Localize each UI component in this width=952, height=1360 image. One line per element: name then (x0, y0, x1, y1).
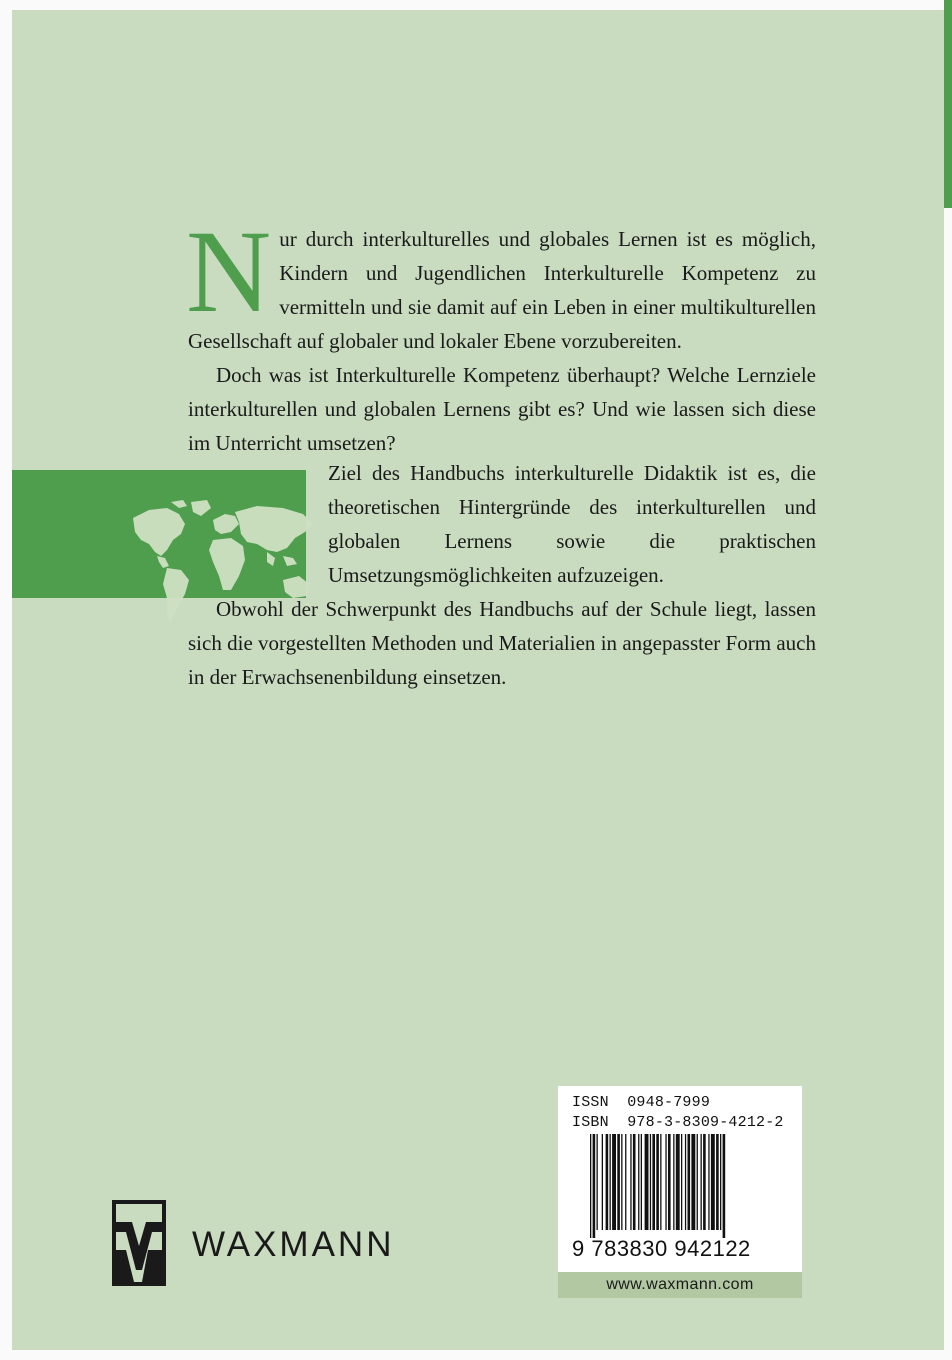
barcode-bar (723, 1134, 726, 1238)
barcode-bar (676, 1134, 680, 1230)
barcode-bar (590, 1134, 591, 1238)
waxmann-logo-icon (112, 1200, 166, 1286)
barcode-bar (602, 1134, 603, 1230)
paragraph-3: Ziel des Handbuchs interkulturelle Didaktik ist es, die theoretischen Hintergründe des interkulturellen und globalen Lernens sowie die praktischen Umsetzungsmöglichkeiten aufzuzeigen. (328, 461, 816, 587)
barcode-bar (681, 1134, 682, 1230)
book-back-cover (12, 10, 944, 1350)
barcode-bar (650, 1134, 651, 1230)
body-lower (328, 456, 816, 592)
barcode-bar (688, 1134, 691, 1230)
barcode-bar (665, 1134, 666, 1230)
barcode-bar (656, 1134, 659, 1230)
paragraph-2: Doch was ist Interkulturelle Kompetenz überhaupt? Welche Lernziele interkulturellen und globalen Lernens gibt es? Und wie lassen sich diese im Unterricht umsetzen? (188, 363, 816, 455)
barcode-bar (630, 1134, 631, 1230)
barcode-bar (711, 1134, 715, 1230)
barcode-bar (641, 1134, 642, 1230)
isbn-line: ISBN 978-3-8309-4212-2 (572, 1114, 784, 1131)
issn-line: ISSN 0948-7999 (572, 1094, 711, 1111)
barcode-bar (606, 1134, 609, 1230)
barcode-bar (720, 1134, 721, 1230)
barcode-bar (621, 1134, 622, 1230)
barcode-bar (625, 1134, 626, 1230)
barcode-bar (612, 1134, 616, 1230)
publisher-name: WAXMANN (192, 1225, 395, 1264)
publisher-url: www.waxmann.com (558, 1272, 802, 1298)
barcode-bar (638, 1134, 639, 1230)
spine-accent (944, 0, 952, 208)
barcode-bar (633, 1134, 636, 1230)
barcode-bar (652, 1134, 655, 1230)
barcode-bar (597, 1134, 598, 1230)
barcode-digits: 9 783830 942122 (572, 1236, 751, 1261)
barcode-bar (610, 1134, 611, 1230)
barcode-bar (668, 1134, 671, 1230)
barcode-bar (617, 1134, 620, 1230)
paragraph-4: Obwohl der Schwerpunkt des Handbuchs auf der Schule liegt, lassen sich die vorgestellten Methoden und Materialien in angepasster Form auch in der Erwachsenenbildung einsetzen. (188, 597, 816, 689)
intro-paragraph (186, 206, 816, 460)
drop-cap-letter: N (186, 206, 272, 337)
barcode-bar (716, 1134, 719, 1230)
barcode-bar (703, 1134, 706, 1230)
paragraph-1-text: ur durch interkulturelles und globales Lernen ist es möglich, Kindern und Jugendlichen Interkulturelle Kompetenz zu vermitteln und sie damit auf ein Leben in einer multikulturellen Gesellschaft auf globaler und lokaler Ebene vorzubereiten. (188, 227, 816, 353)
barcode-bar (697, 1134, 698, 1230)
body-bottom (188, 592, 816, 694)
barcode-bar (673, 1134, 674, 1230)
barcode-bar (645, 1134, 649, 1230)
barcode-bar (701, 1134, 702, 1230)
barcode-bar (660, 1134, 661, 1230)
barcode-icon (588, 1134, 780, 1244)
barcode-bar (593, 1134, 596, 1238)
barcode-bar (708, 1134, 709, 1230)
barcode-bar (685, 1134, 686, 1230)
barcode-bar (691, 1134, 695, 1230)
isbn-box (558, 1086, 802, 1272)
